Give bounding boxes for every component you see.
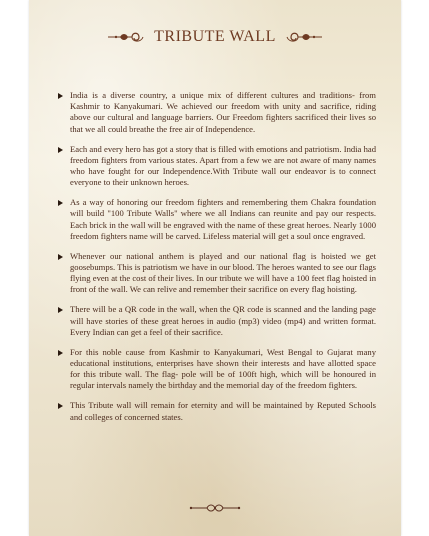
page-header: [29, 28, 401, 46]
scroll-ornament-icon: [106, 29, 146, 45]
bullet-item: [58, 144, 376, 189]
bullet-text: For this noble cause from Kashmir to Kanyakumari, West Bengal to Gujarat many educational institutions, enterprises have shown their interests and have allotted space for this tribute wall. The flag- pole will be of 100ft high, which will be honoured in regular intervals namely the birthday and the memorial day of the freedom fighters.: [70, 346, 376, 391]
bullet-arrow-icon: [58, 93, 63, 99]
bullet-text: There will be a QR code in the wall, when the QR code is scanned and the landing page will have stories of these great heroes in audio (mp3) video (mp4) and written format. Every Indian can get a feel of their sacrifice.: [70, 304, 376, 337]
document-page: [29, 0, 401, 536]
bullet-item: [58, 347, 376, 392]
bullet-text: As a way of honoring our freedom fighters and remembering them Chakra foundation will build "100 Tribute Walls" where we all Indians can reunite and pay our respects. Each brick in the wall will be engraved with the name of these great heroes. Nearly 1000 freedom fighters name will be carved. Lifeless material will get a soul once engraved.: [70, 197, 376, 241]
bullet-arrow-icon: [58, 200, 63, 206]
bullet-text: India is a diverse country, a unique mix of different cultures and traditions- from Kashmir to Kanyakumari. We achieved our freedom with unity and sacrifice, riding above our cultural and language barriers. Our Freedom fighters sacrificed their lives so that we all could breathe the free air of Independence.: [70, 90, 376, 134]
bullet-arrow-icon: [58, 307, 63, 313]
bullet-text: This Tribute wall will remain for eternity and will be maintained by Reputed Schools and colleges of concerned states.: [70, 400, 376, 422]
footer-divider: [29, 500, 401, 518]
bullet-list: [58, 90, 376, 432]
bullet-item: [58, 304, 376, 338]
divider-ornament-icon: [189, 500, 241, 518]
page-title: TRIBUTE WALL: [154, 28, 276, 45]
bullet-arrow-icon: [58, 403, 63, 409]
bullet-text: Whenever our national anthem is played and our national flag is hoisted we get goosebumps. This is patriotism we have in our blood. The heroes wanted to see our flags flying even at the cost of their lives. In our tribute we will have a 100 feet flag hoisted in front of the wall. We can relive and remember their sacrifice on every flag hoisting.: [70, 250, 376, 295]
bullet-arrow-icon: [58, 350, 63, 356]
bullet-text: Each and every hero has got a story that is filled with emotions and patriotism. India had freedom fighters from various states. Apart from a few we are not aware of many names who have fought for our Independence.With Tribute wall our endeavor is to connect everyone to their unknown heroes.: [70, 143, 376, 188]
bullet-arrow-icon: [58, 254, 63, 260]
bullet-item: [58, 197, 376, 242]
bullet-item: [58, 251, 376, 296]
bullet-item: [58, 400, 376, 422]
bullet-item: [58, 90, 376, 135]
scroll-ornament-icon: [284, 29, 324, 45]
bullet-arrow-icon: [58, 147, 63, 153]
